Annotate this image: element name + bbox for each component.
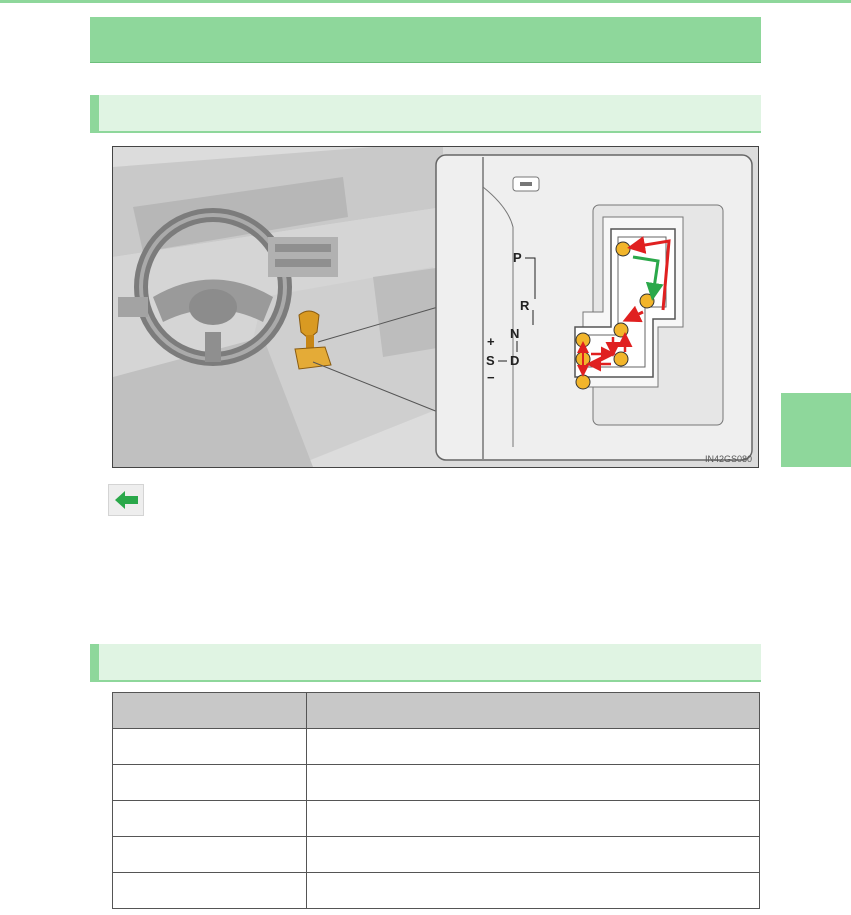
table-cell [113,765,307,801]
chapter-tab[interactable] [781,393,851,467]
table-cell [113,873,307,909]
table-cell [307,837,760,873]
table-header-cell [307,693,760,729]
table-cell [113,837,307,873]
section-header-2 [90,644,761,682]
note-box [108,484,144,516]
gate-label-d: D [510,353,520,368]
gate-label-r: R [520,298,530,313]
gate-label-s: S [486,353,495,368]
table-cell [307,765,760,801]
green-left-arrow-icon [115,490,139,510]
table-row [113,729,760,765]
section-accent [90,95,99,131]
gate-label-p: P [513,250,522,265]
gate-label-plus: + [487,334,495,349]
table-header-cell [113,693,307,729]
table-header-row [113,693,760,729]
page-title-bar [90,17,761,63]
gate-label-minus: − [487,370,495,385]
table-cell [307,873,760,909]
section-header-1 [90,95,761,133]
table-cell [113,729,307,765]
shift-lever-figure [112,146,759,468]
table-row [113,873,760,909]
table-row [113,837,760,873]
section-accent [90,644,99,680]
gate-label-n: N [510,326,520,341]
table-row [113,801,760,837]
table-cell [307,801,760,837]
top-rule [0,0,851,3]
shift-position-table [112,692,760,909]
table-cell [113,801,307,837]
table-row [113,765,760,801]
table-cell [307,729,760,765]
figure-illustration [113,147,758,467]
figure-code: IN42GS080 [704,454,752,464]
